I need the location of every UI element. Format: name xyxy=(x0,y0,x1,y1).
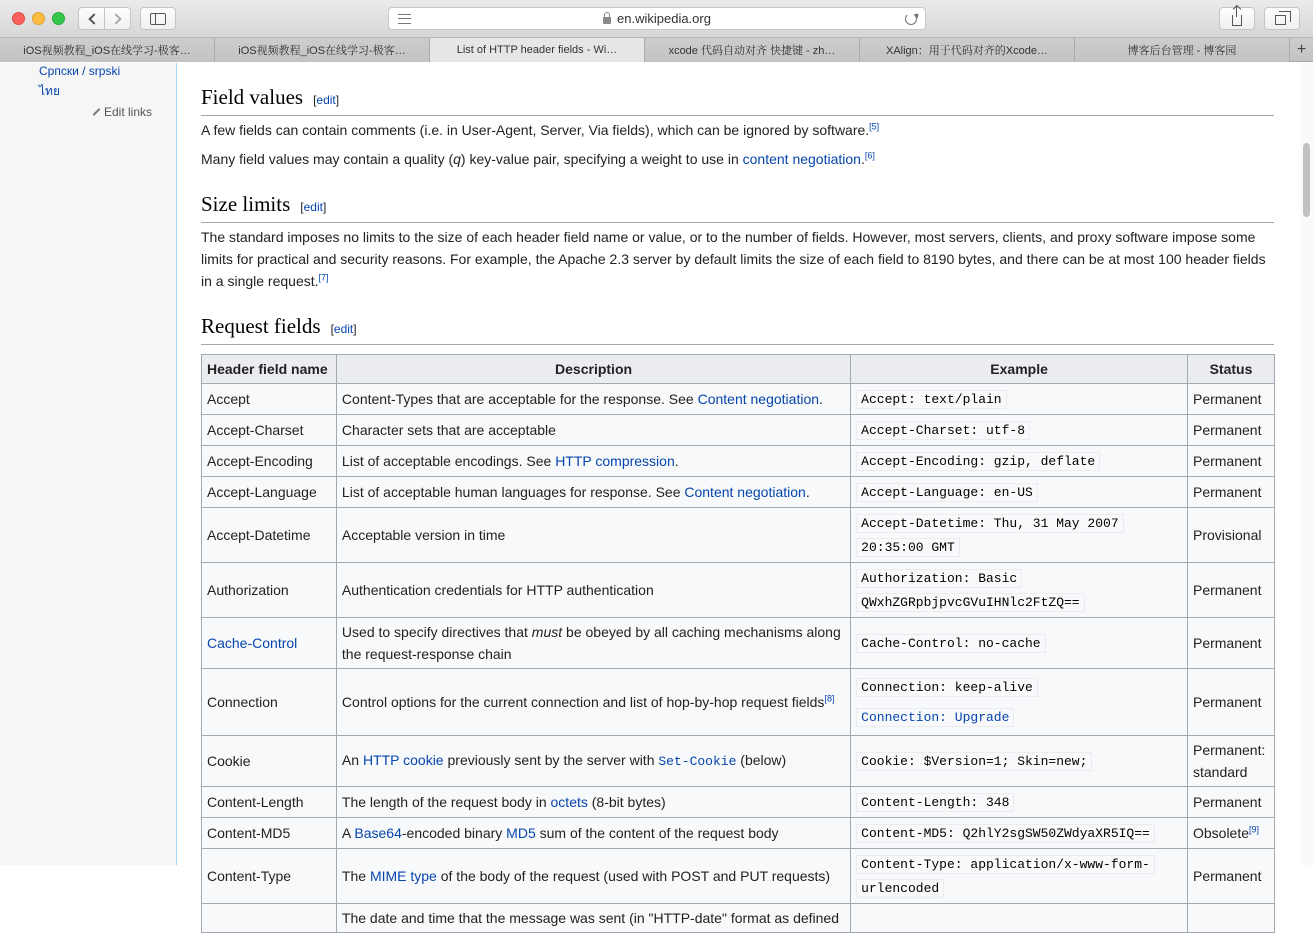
field-status: Permanent xyxy=(1187,787,1274,818)
field-name: Cookie xyxy=(202,736,337,787)
field-status: Permanent xyxy=(1187,618,1274,669)
field-description: An HTTP cookie previously sent by the server with Set-Cookie (below) xyxy=(336,736,850,787)
paragraph: A few fields can contain comments (i.e. in User-Agent, Server, Via fields), which can be ignored by software.[5] xyxy=(201,121,880,138)
table-header-row xyxy=(202,355,1275,384)
field-description: The MIME type of the body of the request (used with POST and PUT requests) xyxy=(336,849,850,904)
column-header[interactable]: Description xyxy=(336,355,850,384)
table-row xyxy=(202,384,1275,415)
tab-strip xyxy=(0,38,1313,62)
http-cookie-link[interactable]: HTTP cookie xyxy=(362,752,444,768)
table-row xyxy=(202,563,1275,618)
table-row xyxy=(202,736,1275,787)
edit-links-label: Edit links xyxy=(104,105,153,119)
edit-link-field-values[interactable]: edit xyxy=(316,93,336,107)
article-content xyxy=(176,63,1300,926)
field-example: Content-MD5: Q2hlY2sgSW50ZWdyaXR5IQ== xyxy=(851,818,1188,849)
field-status: Permanent xyxy=(1187,446,1274,477)
field-status: Permanent xyxy=(1187,563,1274,618)
field-status xyxy=(1187,904,1274,933)
field-name: Accept-Encoding xyxy=(202,446,337,477)
base64-link[interactable]: Base64 xyxy=(354,825,402,841)
field-name: Content-MD5 xyxy=(202,818,337,849)
sidebar-icon xyxy=(150,13,166,25)
share-icon xyxy=(1232,15,1242,26)
field-status: Permanent xyxy=(1187,415,1274,446)
lock-icon xyxy=(603,17,611,24)
heading-size-limits xyxy=(201,191,1274,223)
field-description: List of acceptable human languages for response. See Content negotiation. xyxy=(336,477,850,508)
field-example: Content-Type: application/x-www-form- urlencoded xyxy=(851,849,1188,904)
pencil-icon xyxy=(93,108,101,116)
content-negotiation-link[interactable]: content negotiation xyxy=(742,151,861,167)
page-scrollbar[interactable] xyxy=(1300,63,1313,865)
field-description: Control options for the current connection and list of hop-by-hop request fields[8] xyxy=(336,669,850,736)
heading-text: Field values xyxy=(201,85,304,109)
field-description: Character sets that are acceptable xyxy=(336,415,850,446)
content-negotiation-link[interactable]: Content negotiation xyxy=(697,391,820,407)
field-example: Accept-Encoding: gzip, deflate xyxy=(851,446,1188,477)
tab-5[interactable]: XAlign：用于代码对齐的Xcode… xyxy=(860,38,1075,62)
new-tab-button[interactable]: + xyxy=(1290,38,1313,61)
show-all-tabs-button[interactable] xyxy=(1264,7,1300,30)
md5-link[interactable]: MD5 xyxy=(506,825,536,841)
field-status: Provisional xyxy=(1187,508,1274,563)
chevron-right-icon xyxy=(110,13,121,24)
http-compression-link[interactable]: HTTP compression xyxy=(555,453,675,469)
table-row xyxy=(202,415,1275,446)
web-page xyxy=(0,63,1313,926)
field-name: Content-Type xyxy=(202,849,337,904)
address-bar[interactable] xyxy=(388,7,926,30)
field-description: The date and time that the message was sent (in "HTTP-date" format as defined xyxy=(336,904,850,933)
field-example: Accept: text/plain xyxy=(851,384,1188,415)
window-maximize-button[interactable] xyxy=(52,12,65,25)
reference-6[interactable]: [6] xyxy=(864,150,875,161)
tab-6[interactable]: 博客后台管理 - 博客园 xyxy=(1075,38,1290,62)
field-name: Authorization xyxy=(202,563,337,618)
edit-section: [edit] xyxy=(330,322,357,336)
reload-icon[interactable] xyxy=(905,13,917,25)
forward-button[interactable] xyxy=(104,7,131,30)
field-status: Obsolete[9] xyxy=(1187,818,1274,849)
chevron-left-icon xyxy=(88,13,99,24)
heading-text: Request fields xyxy=(201,314,321,338)
language-link-serbian[interactable]: Српски / srpski xyxy=(39,64,121,78)
content-negotiation-link[interactable]: Content negotiation xyxy=(684,484,806,500)
reader-view-icon[interactable] xyxy=(398,14,411,24)
back-button[interactable] xyxy=(78,7,105,30)
heading-field-values xyxy=(201,84,1274,116)
window-close-button[interactable] xyxy=(12,12,25,25)
table-row xyxy=(202,618,1275,669)
field-status: Permanent: standard xyxy=(1187,736,1274,787)
sidebar-toggle-button[interactable] xyxy=(140,7,176,30)
edit-section: [edit] xyxy=(313,93,340,107)
field-status: Permanent xyxy=(1187,384,1274,415)
table-row xyxy=(202,446,1275,477)
field-status: Permanent xyxy=(1187,849,1274,904)
field-example: Authorization: Basic QWxhZGRpbjpvcGVuIHNlc2FtZQ== xyxy=(851,563,1188,618)
field-example: Content-Length: 348 xyxy=(851,787,1188,818)
reference-8[interactable]: [8] xyxy=(824,693,835,704)
field-example: Cookie: $Version=1; Skin=new; xyxy=(851,736,1188,787)
tabs-overview-icon xyxy=(1275,15,1286,25)
field-name xyxy=(202,618,337,669)
table-row xyxy=(202,508,1275,563)
field-example: Accept-Language: en-US xyxy=(851,477,1188,508)
edit-link-request-fields[interactable]: edit xyxy=(333,322,354,336)
tab-active[interactable]: List of HTTP header fields - Wi… xyxy=(430,38,645,62)
set-cookie-link[interactable]: Set-Cookie xyxy=(658,754,737,769)
column-header[interactable]: Example xyxy=(851,355,1188,384)
share-button[interactable] xyxy=(1219,7,1255,30)
field-description: Content-Types that are acceptable for the response. See Content negotiation. xyxy=(336,384,850,415)
window-minimize-button[interactable] xyxy=(32,12,45,25)
field-example: Accept-Datetime: Thu, 31 May 2007 20:35:00 GMT xyxy=(851,508,1188,563)
edit-link-size-limits[interactable]: edit xyxy=(303,200,323,214)
scrollbar-thumb[interactable] xyxy=(1303,143,1310,217)
field-name: Accept-Datetime xyxy=(202,508,337,563)
field-example: Accept-Charset: utf-8 xyxy=(851,415,1188,446)
field-name: Accept-Charset xyxy=(202,415,337,446)
table-row xyxy=(202,669,1275,736)
field-description: List of acceptable encodings. See HTTP compression. xyxy=(336,446,850,477)
reference-7[interactable]: [7] xyxy=(318,272,329,283)
tab-1[interactable]: iOS视频教程_iOS在线学习-极客… xyxy=(0,38,215,62)
octets-link[interactable]: octets xyxy=(550,794,588,810)
field-description: Used to specify directives that must be obeyed by all caching mechanisms along the request-response chain xyxy=(336,618,850,669)
paragraph: The standard imposes no limits to the size of each header field name or value, or to the number of fields. However, most servers, clients, and proxy software impose some limits for practical and security reasons. For example, the Apache 2.3 server by default limits the size of each field to 8190 bytes, and there can be at most 100 header fields in a single request.[7] xyxy=(201,229,1266,289)
column-header[interactable]: Header field name xyxy=(202,355,337,384)
url-text: en.wikipedia.org xyxy=(617,11,711,26)
field-name: Accept xyxy=(202,384,337,415)
reference-5[interactable]: [5] xyxy=(869,121,880,132)
request-fields-table xyxy=(201,354,1275,933)
field-name: Connection xyxy=(202,669,337,736)
tab-4[interactable]: xcode 代码自动对齐 快捷键 - zh… xyxy=(645,38,860,62)
edit-links-link[interactable] xyxy=(92,105,152,119)
table-row xyxy=(202,787,1275,818)
field-description: Authentication credentials for HTTP authentication xyxy=(336,563,850,618)
field-example: Connection: keep-alive Connection: Upgrade xyxy=(851,669,1188,736)
field-description: A Base64-encoded binary MD5 sum of the content of the request body xyxy=(336,818,850,849)
table-row xyxy=(202,818,1275,849)
edit-section: [edit] xyxy=(300,200,327,214)
tab-2[interactable]: iOS视频教程_iOS在线学习-极客… xyxy=(215,38,430,62)
table-row xyxy=(202,477,1275,508)
table-row xyxy=(202,849,1275,904)
cache-control-link[interactable]: Cache-Control xyxy=(207,635,298,651)
mime-type-link[interactable]: MIME type xyxy=(369,868,437,884)
language-link-thai[interactable]: ไทย xyxy=(39,84,60,98)
field-status: Permanent xyxy=(1187,477,1274,508)
field-status: Permanent xyxy=(1187,669,1274,736)
field-example: Cache-Control: no-cache xyxy=(851,618,1188,669)
field-name: Content-Length xyxy=(202,787,337,818)
wiki-sidebar xyxy=(0,63,176,865)
field-description: Acceptable version in time xyxy=(336,508,850,563)
field-example xyxy=(851,904,1188,933)
heading-text: Size limits xyxy=(201,192,291,216)
field-name xyxy=(202,904,337,933)
column-header[interactable]: Status xyxy=(1187,355,1274,384)
browser-toolbar xyxy=(0,0,1313,38)
reference-9[interactable]: [9] xyxy=(1249,824,1260,835)
field-name: Accept-Language xyxy=(202,477,337,508)
heading-request-fields xyxy=(201,313,1274,345)
paragraph: Many field values may contain a quality (q) key-value pair, specifying a weight to use in content negotiation.[6] xyxy=(201,150,875,167)
table-row xyxy=(202,904,1275,933)
field-description: The length of the request body in octets (8-bit bytes) xyxy=(336,787,850,818)
connection-upgrade-link[interactable]: Connection: Upgrade xyxy=(856,708,1014,727)
